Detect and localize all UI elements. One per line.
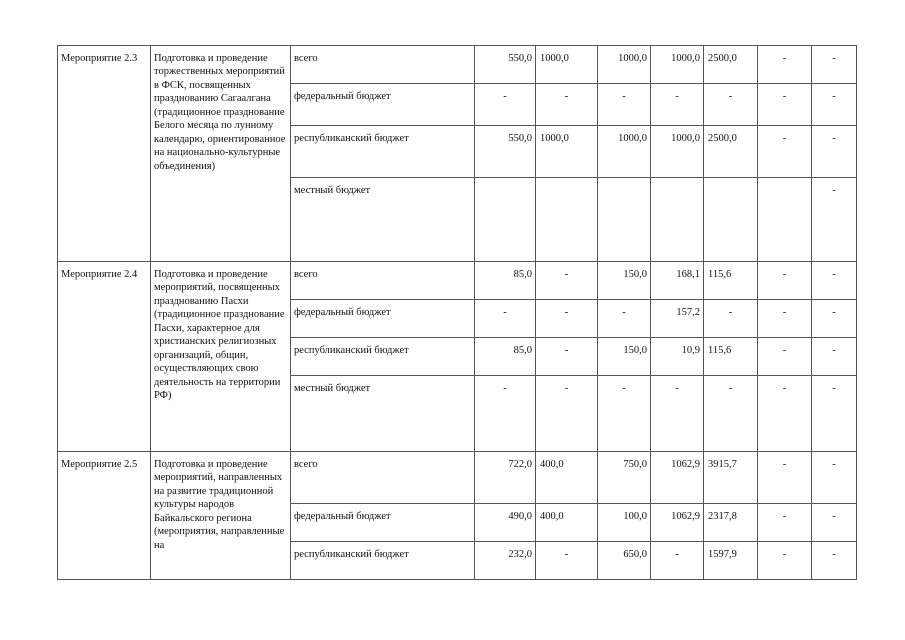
table-row (58, 46, 857, 84)
amount-cell: - (536, 84, 598, 126)
funding-source: всего (291, 46, 475, 84)
amount-cell: - (598, 300, 651, 338)
amount-cell: - (812, 46, 857, 84)
measure-name: Мероприятие 2.3 (58, 46, 151, 262)
amount-cell: 722,0 (475, 452, 536, 504)
amount-cell: - (536, 300, 598, 338)
amount-cell: - (704, 84, 758, 126)
amount-cell (475, 178, 536, 262)
amount-cell: 157,2 (651, 300, 704, 338)
amount-cell (598, 178, 651, 262)
amount-cell (536, 178, 598, 262)
amount-cell: 550,0 (475, 46, 536, 84)
amount-cell: 750,0 (598, 452, 651, 504)
amount-cell: - (812, 452, 857, 504)
amount-cell: 115,6 (704, 262, 758, 300)
table-row (58, 262, 857, 300)
amount-cell: 1000,0 (598, 46, 651, 84)
funding-source: федеральный бюджет (291, 84, 475, 126)
amount-cell: - (651, 84, 704, 126)
measure-name: Мероприятие 2.4 (58, 262, 151, 452)
amount-cell: 1000,0 (536, 126, 598, 178)
amount-cell: 1000,0 (651, 46, 704, 84)
amount-cell: 1597,9 (704, 542, 758, 580)
amount-cell: 2317,8 (704, 504, 758, 542)
measure-name: Мероприятие 2.5 (58, 452, 151, 580)
amount-cell: - (598, 376, 651, 452)
amount-cell: - (758, 46, 812, 84)
amount-cell: 1062,9 (651, 504, 704, 542)
amount-cell: 400,0 (536, 452, 598, 504)
amount-cell: - (758, 262, 812, 300)
amount-cell (651, 178, 704, 262)
amount-cell: - (651, 542, 704, 580)
amount-cell: - (758, 376, 812, 452)
amount-cell: 550,0 (475, 126, 536, 178)
amount-cell: - (758, 300, 812, 338)
amount-cell: - (536, 376, 598, 452)
amount-cell: 100,0 (598, 504, 651, 542)
amount-cell: - (475, 300, 536, 338)
amount-cell: 490,0 (475, 504, 536, 542)
funding-source: федеральный бюджет (291, 504, 475, 542)
amount-cell: - (758, 542, 812, 580)
amount-cell: 400,0 (536, 504, 598, 542)
measure-description: Подготовка и проведение торжественных мероприятий в ФСК, посвященных празднованию Сагаалгана (традиционное празднование Белого месяца по лунному календарю, ориентированное на национально-культурные объединения) (151, 46, 291, 262)
amount-cell: - (758, 338, 812, 376)
funding-source: федеральный бюджет (291, 300, 475, 338)
amount-cell: 85,0 (475, 338, 536, 376)
funding-source: республиканский бюджет (291, 338, 475, 376)
amount-cell: 168,1 (651, 262, 704, 300)
amount-cell: - (475, 376, 536, 452)
table-row (58, 452, 857, 504)
amount-cell: 2500,0 (704, 126, 758, 178)
funding-source: местный бюджет (291, 376, 475, 452)
amount-cell: - (475, 84, 536, 126)
funding-source: всего (291, 452, 475, 504)
amount-cell: 85,0 (475, 262, 536, 300)
amount-cell: - (812, 542, 857, 580)
funding-source: республиканский бюджет (291, 542, 475, 580)
amount-cell: - (598, 84, 651, 126)
amount-cell: - (536, 542, 598, 580)
amount-cell: - (812, 504, 857, 542)
amount-cell: - (536, 262, 598, 300)
amount-cell: - (536, 338, 598, 376)
amount-cell: 1000,0 (651, 126, 704, 178)
amount-cell: - (812, 126, 857, 178)
amount-cell: - (758, 452, 812, 504)
amount-cell: - (812, 376, 857, 452)
amount-cell: 232,0 (475, 542, 536, 580)
measure-description: Подготовка и проведение мероприятий, посвященных празднованию Пасхи (традиционное празднование Пасхи, характерное для христианских религиозных организаций, общин, осуществляющих свою деятельность на территории РФ) (151, 262, 291, 452)
budget-table (57, 45, 857, 580)
amount-cell (758, 178, 812, 262)
amount-cell: 10,9 (651, 338, 704, 376)
amount-cell: 150,0 (598, 338, 651, 376)
amount-cell: 3915,7 (704, 452, 758, 504)
amount-cell: - (758, 84, 812, 126)
amount-cell: - (758, 504, 812, 542)
funding-source: местный бюджет (291, 178, 475, 262)
amount-cell: - (758, 126, 812, 178)
amount-cell: - (812, 84, 857, 126)
amount-cell: - (704, 300, 758, 338)
amount-cell: 1000,0 (536, 46, 598, 84)
measure-description: Подготовка и проведение мероприятий, направленных на развитие традиционной культуры народов Байкальского региона (мероприятия, направленные на (151, 452, 291, 580)
amount-cell: 1062,9 (651, 452, 704, 504)
amount-cell (704, 178, 758, 262)
amount-cell: 115,6 (704, 338, 758, 376)
amount-cell: - (651, 376, 704, 452)
funding-source: республиканский бюджет (291, 126, 475, 178)
amount-cell: 1000,0 (598, 126, 651, 178)
amount-cell: 150,0 (598, 262, 651, 300)
amount-cell: - (704, 376, 758, 452)
amount-cell: - (812, 262, 857, 300)
amount-cell: 650,0 (598, 542, 651, 580)
amount-cell: - (812, 338, 857, 376)
amount-cell: - (812, 178, 857, 262)
amount-cell: - (812, 300, 857, 338)
funding-source: всего (291, 262, 475, 300)
amount-cell: 2500,0 (704, 46, 758, 84)
